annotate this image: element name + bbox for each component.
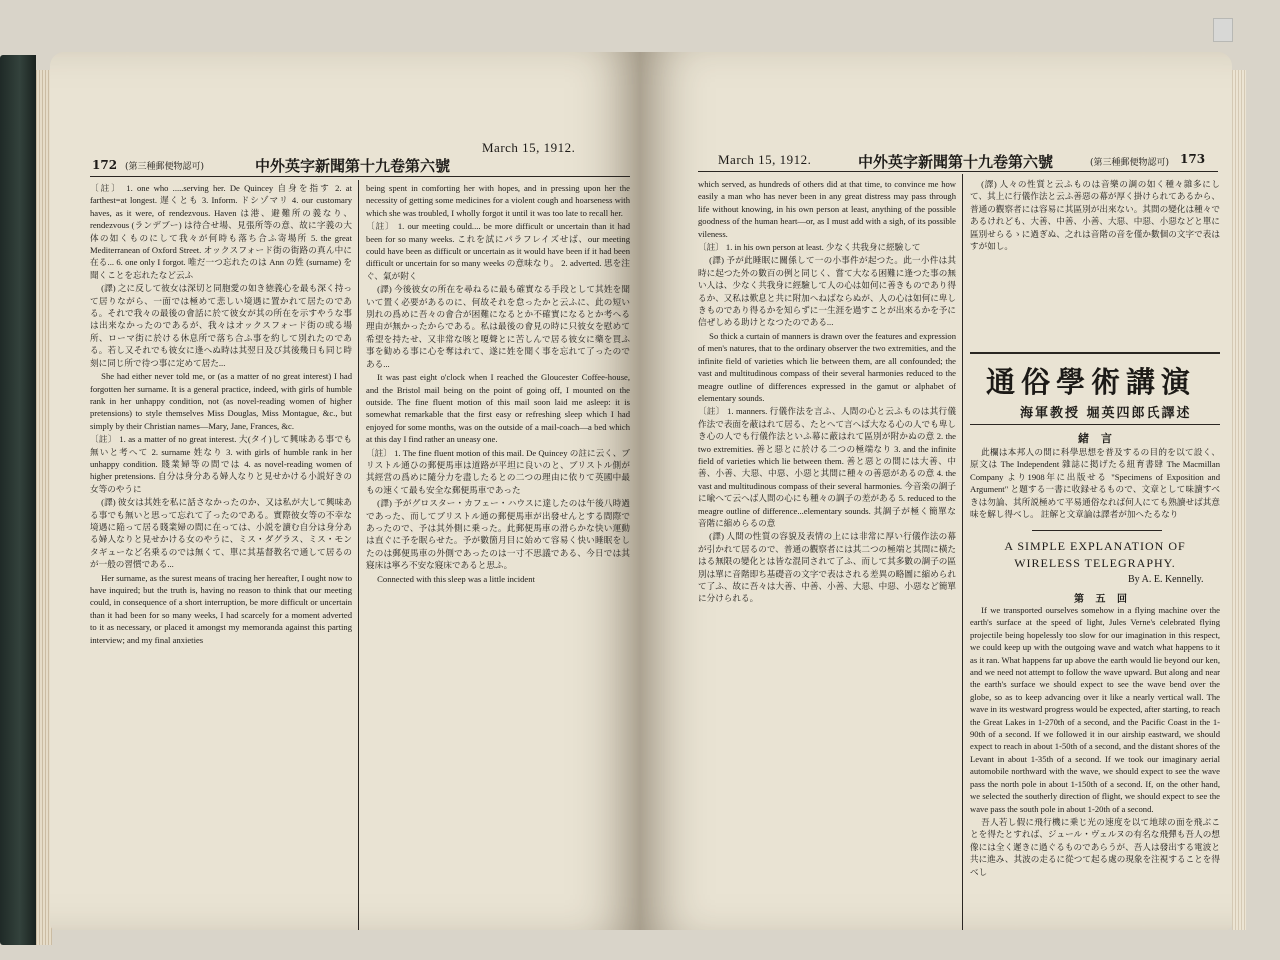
left-c2-p6: (譯) 予がグロスター・カフェー・ハウスに達したのは午後八時過であった、而してブリストル通の郵便馬車が出發せんとする間際であったので、予は其外側に乗った。此郵便馬車の滑らかな快い運動は直ぐに予を眠らせた。予が數箇月目に始めて容易く快い睡眠をしたのは郵便馬車の外側であったのは一寸不思議である、今日では其寢床は寧ろ不安な寢床であると思ふ。 (366, 498, 630, 571)
right-c1-p2: 〔註〕 1. in his own person at least. 少なく共我身に經驗して (698, 242, 921, 253)
left-column-1 (90, 182, 352, 930)
byline: By A. E. Kennelly. (1128, 574, 1204, 585)
right-c1-p6: (譯) 人間の性質の容貌及表情の上には非常に厚い行儀作法の幕が引かれて居るので、普通の觀察者には其二つの極端と其間に橫たはる無限の變化とは皆な混同されて了ふ、而して其多數の調子の區別は單に音階即ち基礎音の文字で表はされる差異の略圖に縮められて了ふ、故に吾々は大善、中善、小善、大惡、中惡、小惡など簡單に分けられる。 (698, 531, 956, 604)
left-column-2 (366, 182, 630, 930)
left-c2-p3: (譯) 今後彼女の所在を尋ねるに最も確實なる手段として其姓を聞いて置く必要があるのに、何故それを怠ったかと云ふに、此の短い別れの爲めに吾々の會合が困難になるとか不確實になるとか考へる理由が無かったからである。私は最後の會見の時に只彼女を慰めて希望を持たせ、又非常な咳と嗄聲とに苦しんで居る彼女に藥を買ふ事を勧める事に心を奪はれて、遂に姓を聞く事を忘れて了ったのである... (366, 284, 630, 369)
right-c1-p5: 〔註〕 1. manners. 行儀作法を言ふ、人間の心と云ふものは其行儀作法で表面を蔽はれて居る、たとへて言へば大なる心の人でも卑しき心の人でも行儀作法といふ幕に蔽はれて區別が附かぬの意 2. the two extremities. 善と惡とに於ける二つの極端なり 3. and the infinite field of varieties which lie between them. 善と惡との間には大善、中善、小善、大惡、中惡、小惡と其間に種々の善惡があるの意 4. the vast and multitudinous compass of their several harmonies. 今音楽の調子に喩へて云へば人間の心にも種々の調子の差がある 5. reduced to the meagre outline of difference...elementary sounds. 其調子が極く簡單な音階に縮めらるの意 (698, 406, 956, 528)
lecture-subtitle: 海軍教授 堀英四郎氏譯述 (1020, 406, 1192, 421)
lecture-mid-rule (970, 424, 1220, 425)
left-journal-title: 中外英字新聞第十九卷第六號 (255, 157, 451, 175)
right-column-divider (962, 174, 963, 930)
preface-block (970, 446, 1220, 524)
right-column-2-top (970, 178, 1220, 348)
preface-heading: 緒 言 (1078, 432, 1116, 445)
right-permit: (第三種郵便物認可) (1090, 158, 1170, 168)
left-c2-p5: 〔註〕 1. The fine fluent motion of this mail. De Quincey の註に云く、ブリストル通ひの郵便馬車は道路が平坦に良いのと、ブリストル側が其經営の爲めに隨分力を盡したるとの二つの理由に依りて英國中最もの速くて最も安全な郵便馬車であった (366, 447, 630, 495)
left-c2-p2: 〔註〕 1. our meeting could.... be more difficult or uncertain than it had been for so many weeks. これを試にパラフレイズせば、our meeting could have been as difficult or uncertain as it would have been if it had been difficult or uncertain for so many weeks の意味なり。 2. adverted. 思を注ぐ、氣が附く (366, 221, 630, 281)
right-c1-p4: So thick a curtain of manners is drawn over the features and expression of men's natures, that to the ordinary observer the two extremities, and the infinite field of varieties which lie between them, are all confounded; the vast and multitudinous compass of their several harmonies reduced to the meagre outline of differences expressed in the gamut or alphabet of elementary sounds. (698, 330, 956, 403)
library-tab (1213, 18, 1233, 42)
left-c1-p2: (譯) 之に反して彼女は深切と同胞愛の如き徳義心を最も深く持って居りながら、一面では極めて悲しい境遇に置かれて居たのである。それで我々の最後の會話に於て彼女が其の所在を示すやうな事は出来なかったのであるが、我々はオックスフォード街の或る場所、ローマ街に於ける休息所で落ち合ふ事を約して別れたのである。若し又それでも彼女に逢へぬ時は其翌日及び其後幾日も同じ時刻に同じ所で待つ事に定めて居た... (90, 283, 352, 368)
right-journal-title: 中外英字新聞第十九卷第六號 (858, 153, 1054, 171)
right-header-rule (698, 171, 1218, 172)
left-dateline: March 15, 1912. (482, 140, 576, 155)
preface-rule (1032, 530, 1162, 531)
left-c2-p1: being spent in comforting her with hopes, and in pressing upon her the necessity of getting some medicines for a violent cough and hoarseness with which she was troubled, I wholly forgot it until it was too late to recall her. (366, 183, 630, 218)
chapter-heading: 第 五 回 (1074, 594, 1131, 605)
left-permit: (第三種郵便物認可) (125, 162, 205, 172)
left-c1-p5: (譯) 彼女は其姓を私に話さなかったのか、又は私が大して興味ある事でも無いと思って忘れて了ったのである。實際彼女等の不幸な境遇に陥って居る賤業婦の間に在っては、小説を讀む自分は身分ある婦人なりと見せかける女のやうに、ミス・ダグラス、ミス・モンタギューなど名乗るのでは無くて、單に其基督教名で通して居るのが一般の習慣である... (90, 497, 352, 570)
left-c2-p4: It was past eight o'clock when I reached the Gloucester Coffee-house, and the Bristol mail being on the point of going off, I mounted on the outside. The fine fluent motion of this mail soon laid me asleep: it is somewhat remarkable that the first easy or refreshing sleep which I had enjoyed for some months, was on the outside of a mail-coach—a bed which at this day I find rather an uneasy one. (366, 372, 630, 445)
right-c1-p1: which served, as hundreds of others did at that time, to convince me how easily a man who has never been in any great distress may pass through life without knowing, in his own person at least, anything of the possible goodness of the human heart—or, as I must add with a sigh, of its possible vileness. (698, 179, 956, 239)
lecture-body (970, 604, 1220, 930)
left-c2-p7: Connected with this sleep was a little incident (377, 573, 535, 584)
right-c1-p3: (譯) 予が此睡眠に關係して一の小事件が起つた。此一小件は其時に起つた外の數百の例と同じく、嘗て大なる困難に逢つた事の無い人は、少なく共我身に經驗して人の心は如何に善きものであり得るか、又私は歎息と共に附加へねばならぬが、人の心は如何に卑しきものであり得るかを知らずに一生涯を過すことが出來るかを予に信ぜしめる助けとなつたのである... (698, 255, 956, 328)
right-dateline: March 15, 1912. (718, 152, 812, 167)
right-page-number: 173 (1180, 152, 1206, 166)
left-c1-p3: She had either never told me, or (as a matter of no great interest) I had forgotten her surname. It is a general practice, indeed, with girls of humble rank in her unhappy condition, not (as novel-reading women of higher pretensions) to style themselves Miss Douglas, Miss Montague, &c., but simply by their Christian names—Mary, Jane, Frances, &c. (90, 371, 352, 431)
lecture-body-p2: 吾人若し假に飛行機に乗じ光の速度を以て地球の面を飛ぶことを得たとすれば、ジュール・ヴェルヌの有名な飛彈も吾人の想像には全く遲きに過ぐるものであらうが、吾人は發出する電波と共に進み、其波の走るに從つて起る處の現象を注視することを得べし (970, 816, 1220, 877)
right-column-1 (698, 178, 956, 930)
english-title-line-2: WIRELESS TELEGRAPHY. (1014, 556, 1176, 570)
book-spine (0, 55, 36, 945)
left-c1-p6: Her surname, as the surest means of tracing her hereafter, I ought now to have inquired; but the truth is, having no reason to think that our meeting could, in consequence of a short interruption, be more difficult or uncertain than it had been for so many weeks, I had scarcely for a moment adverted to it as necessary, or placed it amongst my memoranda against this parting interview; and my final anxieties (90, 572, 352, 645)
left-c1-p4: 〔註〕 1. as a matter of no great interest. 大(タイ)して興味ある事でも無いと考へて 2. surname 姓なり 3. with girls of humble rank in her unhappy condition. 賤業婦等の間では 4. as novel-reading women of higher pretensions. 自分は身分ある婦人なりと見せかける小説好きの女等のやうに (90, 434, 352, 494)
left-page (50, 52, 640, 930)
lecture-body-p1: If we transported ourselves somehow in a flying machine over the earth's surface at the speed of light, Jules Verne's celebrated flying projectile being hopelessly too slow for our imagination in this respect, we could keep up with the outgoing wave and watch what happens to it as it ran. What happens far up above the earth would lie beyond our ken, and we need not attempt to follow the wave upward. But along and near the earth's surface we should expect to see the wave bend over the globe, so as to keep advancing over it like a nearly vertical wall. The wave in its westward progress would be expected, after starting, to reach the Great Lakes in 1-270th of a second, and the Pacific Coast in the 1-90th of a second. If we followed it in our airship eastward, we should expect to reach in about 1-50th of a second, and the distant shores of the Levant in about 1-35th of a second. If we took our imaginary aerial automobile northward with the wave, we should expect to see the wave pass the north pole in about 1-150th of a second. If, on the other hand, we selected the southerly direction of flight, we should expect to see the wave pass the south pole in about 1-20th of a second. (970, 605, 1220, 814)
preface-text: 此欄は本邦人の間に科學思想を普及するの目的を以て設く、原文は The Independent 雜誌に掲げたる紐育書肆 The Macmillan Company より1908年に出版せる "Specimens of Exposition and Argument" と題する一書に收録せるもので、文章として味讀すべきは勿論、其所説極めて平易通俗なれば何人にても熟讀せば其意味を解し得べし。 註解と文章論は譯者が加へたるなり (970, 447, 1220, 520)
lecture-top-rule (970, 352, 1220, 354)
lecture-title: 通俗學術講演 (986, 365, 1197, 399)
left-header-rule (90, 176, 630, 177)
page-edges-right (1232, 70, 1246, 930)
english-title-line-1: A SIMPLE EXPLANATION OF (1004, 539, 1186, 553)
right-page (640, 52, 1232, 930)
left-column-divider (358, 180, 359, 930)
right-c2-translation: (譯) 人々の性質と云ふものは音樂の調の如く種々雜多にして、其上に行儀作法と云ふ善惡の幕が厚く掛けられてあるから、普通の觀察者には容易に其區別が出來ない。其間の變化は種々であるけれども、大善、中善、小善、大惡、中惡、小惡などと單に區別せらるゝに過ぎぬ、之れは音階の音を僅か數個の文字で表はすが如し。 (970, 179, 1220, 252)
left-page-number: 172 (92, 158, 118, 172)
left-c1-p1: 〔註〕 1. one who .....serving her. De Quincey 自身を指す 2. at farthest=at longest. 遅くとも 3. Inform. ドシゾマリ 4. our customary haves, as it were, of rendezvous. Haven は港、避難所の義なり、rendezvous (ランデブー) は待合せ場、見張所等の意、故に字義の大体の如くものにして我々が何時も落ち合ふ寄場所 5. the great Mediterranean of Oxford Street. オックスフォード街の街路の真ん中に在る... 6. one only I forgot. 唯だ一つ忘れたのは Ann の姓 (surname) を聞くことを忘れたなど云ふ (90, 183, 352, 280)
